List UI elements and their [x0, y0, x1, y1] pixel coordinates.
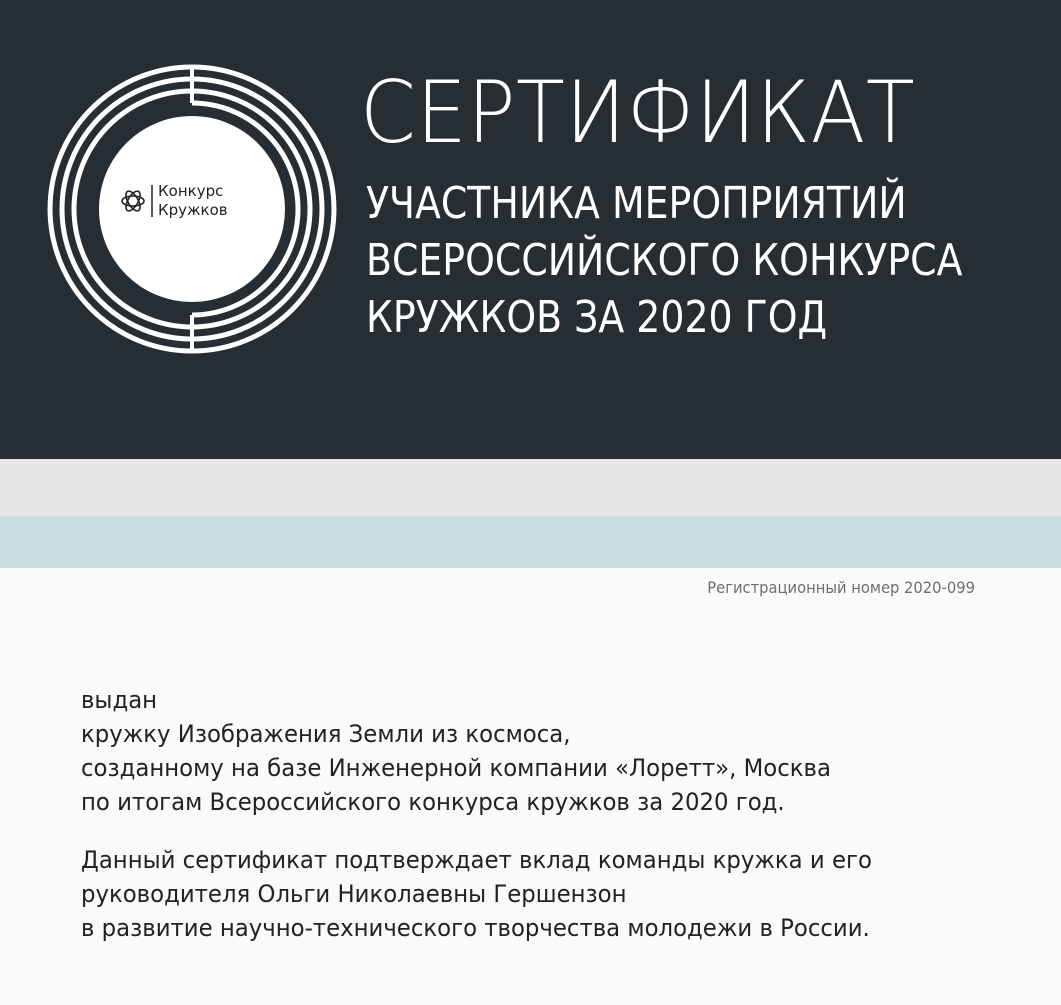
decorative-band-blue	[0, 516, 1061, 568]
certificate-title: СЕРТИФИКАТ	[360, 63, 916, 163]
body-line: созданному на базе Инженерной компании «Лоретт», Москва	[81, 754, 831, 782]
logo-text-line1: Конкурс	[158, 182, 224, 200]
body-line: выдан	[81, 686, 158, 714]
subtitle-line: КРУЖКОВ ЗА 2020 ГОД	[366, 292, 828, 343]
certificate-subtitle	[366, 175, 962, 346]
body-line: кружку Изображения Земли из космоса,	[81, 720, 571, 748]
logo-text-line2: Кружков	[158, 201, 228, 219]
decorative-band-gray	[0, 459, 1061, 516]
paragraph-spacer	[81, 819, 872, 843]
subtitle-line: ВСЕРОССИЙСКОГО КОНКУРСА	[366, 235, 963, 286]
subtitle-line: УЧАСТНИКА МЕРОПРИЯТИЙ	[366, 178, 907, 229]
body-line: руководителя Ольги Николаевны Гершензон	[81, 880, 627, 908]
certificate-header	[0, 0, 1061, 459]
body-line: в развитие научно-технического творчества молодежи в России.	[81, 914, 870, 942]
body-line: по итогам Всероссийского конкурса кружков за 2020 год.	[81, 788, 785, 816]
concentric-rings-emblem-icon	[46, 63, 338, 355]
certificate-body	[81, 683, 872, 945]
registration-number: Регистрационный номер 2020-099	[707, 578, 975, 597]
body-line: Данный сертификат подтверждает вклад команды кружка и его	[81, 846, 872, 874]
